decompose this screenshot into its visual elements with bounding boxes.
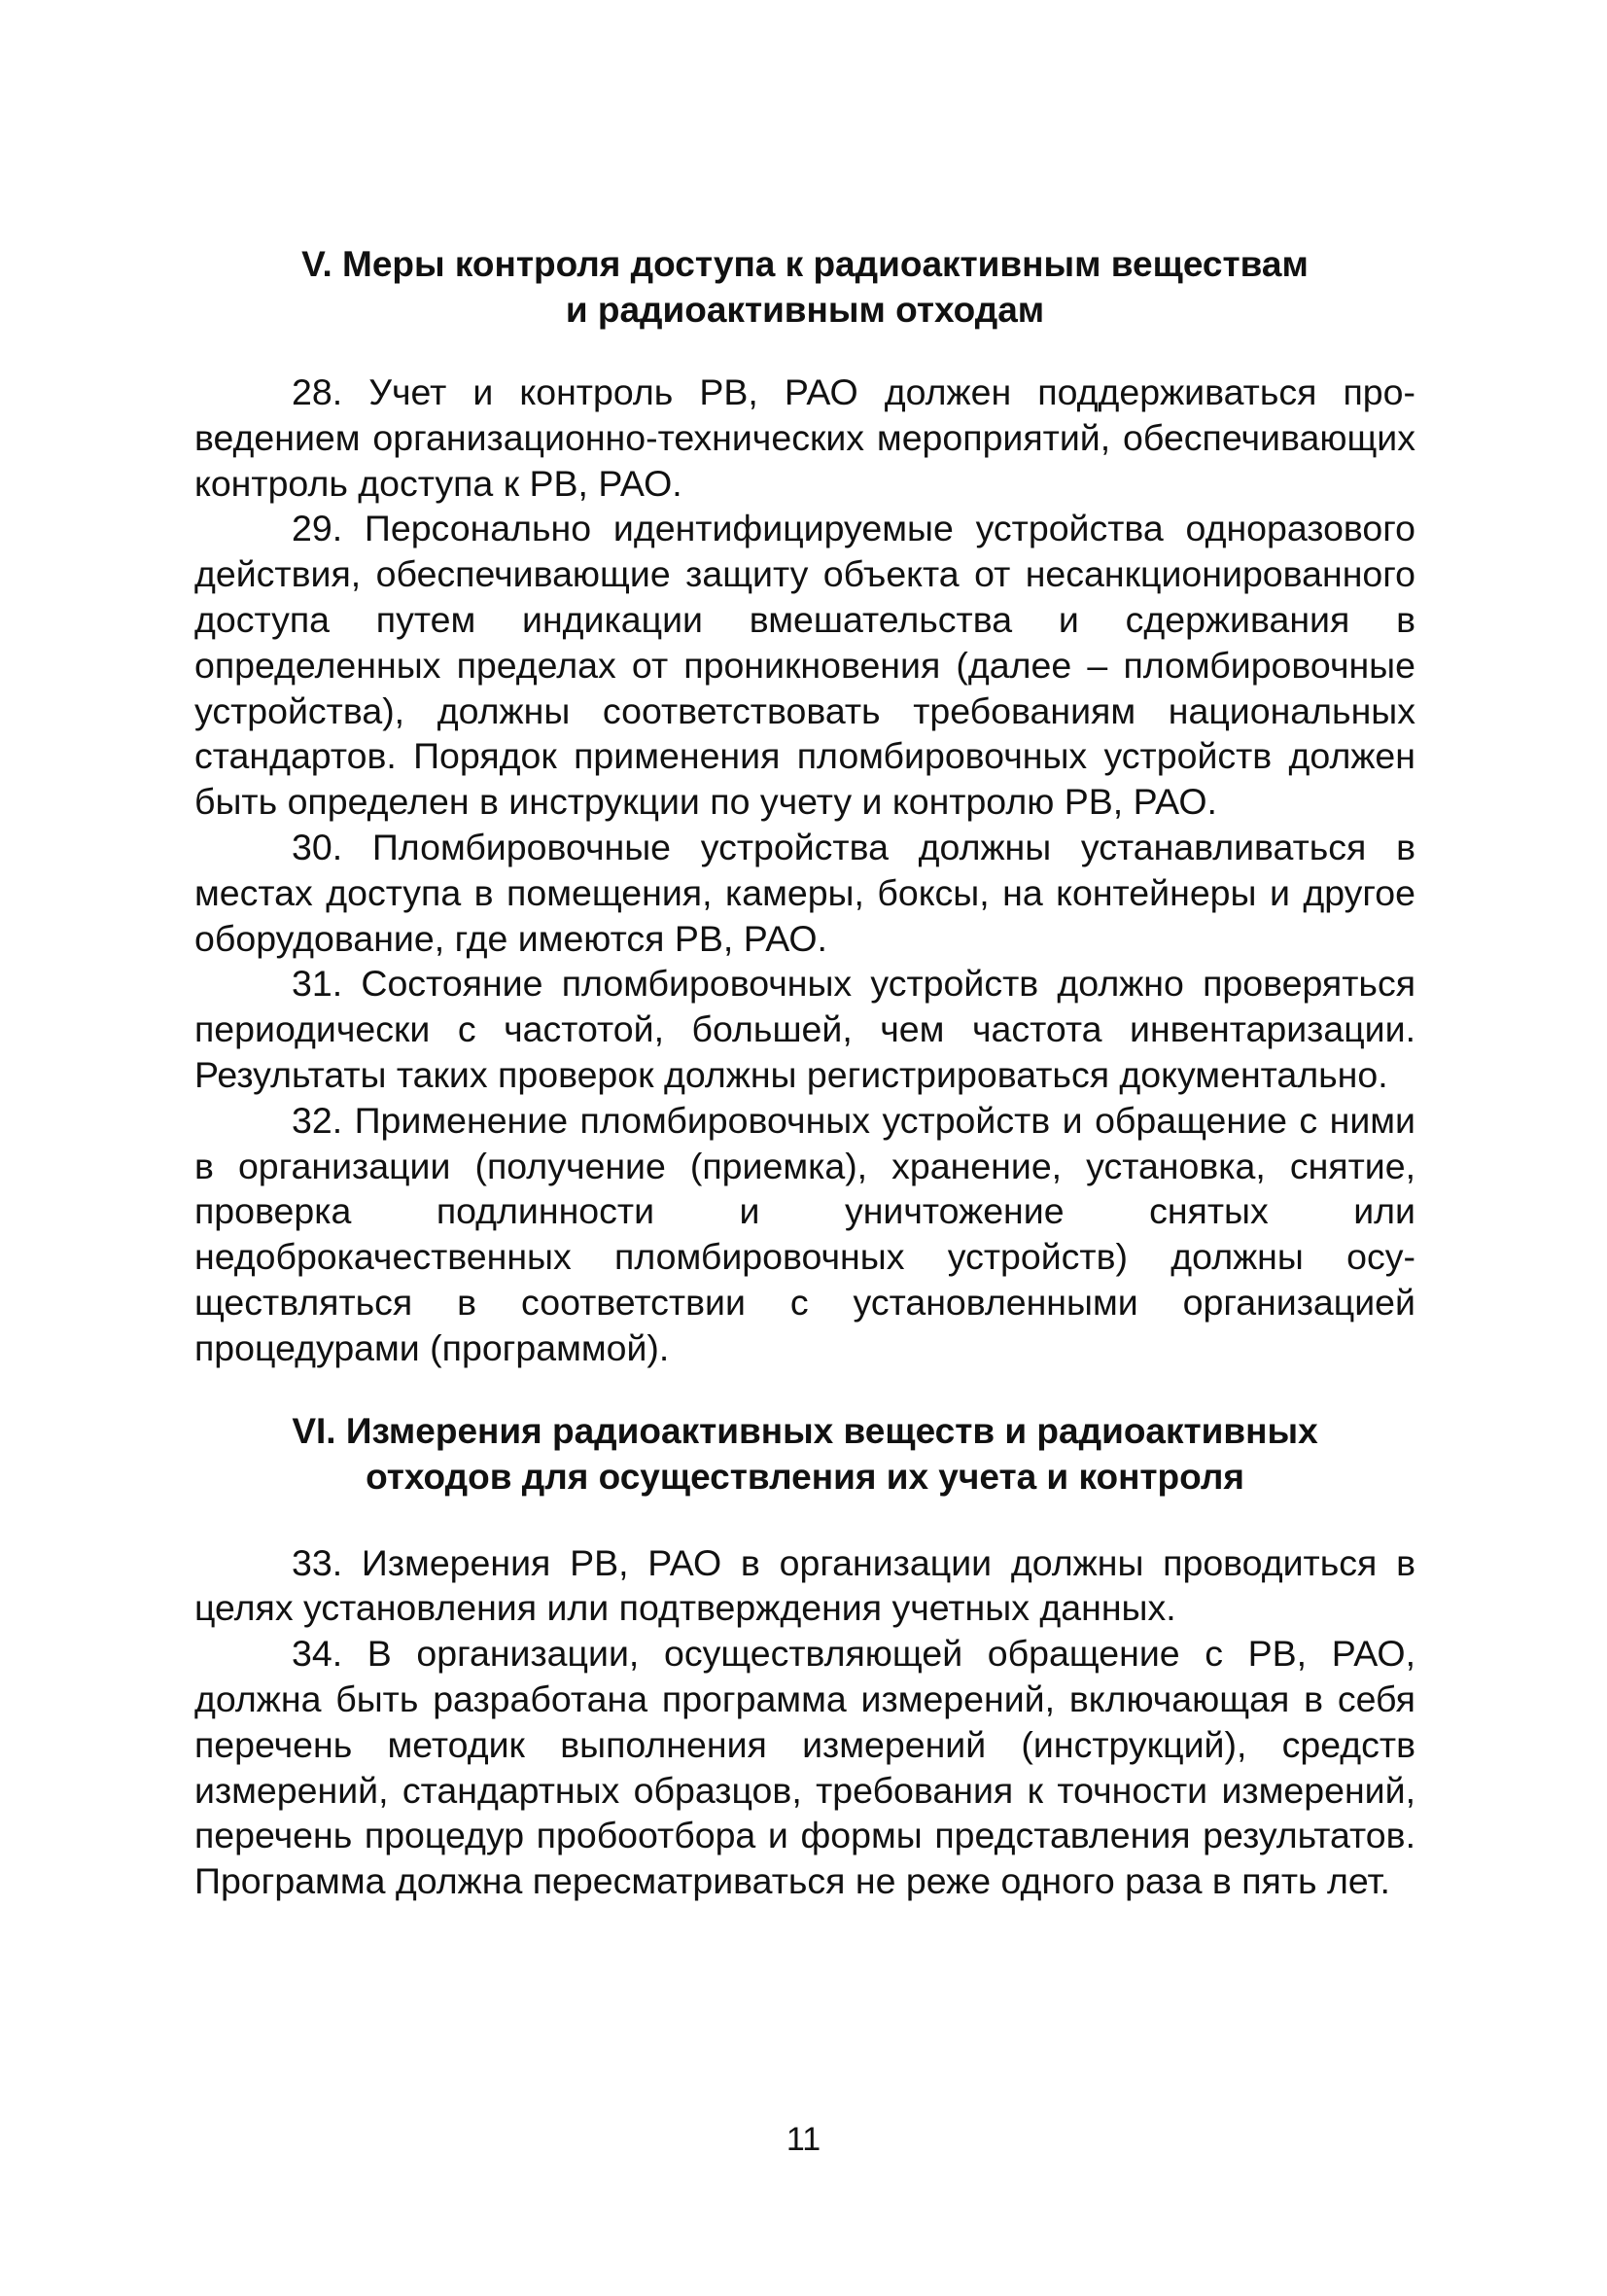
paragraph-30: 30. Пломбировочные устройства должны устанавливаться в местах доступа в помещения, камеры, боксы, на контейнеры и другое оборудование, где имеются РВ, РАО.	[194, 826, 1415, 959]
paragraph-34: 34. В организации, осуществляющей обращение с РВ, РАО, должна быть разработана программа измерений, включающая в себя перечень методик выполнения измерений (инструкций), средств измерений, стандартных образцов, требования к точности измерений, перечень процедур пробоотбора и формы представления результатов. Программа должна пересматриваться не реже одного раза в пять лет.	[194, 1633, 1415, 1902]
section-6-heading	[194, 1408, 1415, 1500]
paragraph-29: 29. Персонально идентифицируемые устройства одноразового действия, обеспечивающие защиту объекта от несанкционированного доступа путем индикации вмешательства и сдерживания в определенных пределах от проникновения (далее – пломбировочные устройства), должны соответствовать требованиям национальных стандартов. Порядок применения пломбировочных устройств должен быть определен в инструкции по учету и контролю РВ, РАО.	[194, 508, 1415, 823]
page-number: 11	[786, 2121, 821, 2158]
paragraph-33: 33. Измерения РВ, РАО в организации должны проводиться в целях установления или подтверждения учетных данных.	[194, 1541, 1415, 1629]
document-page	[194, 241, 1415, 1904]
section-6-heading-line-2: отходов для осуществления их учета и контроля	[366, 1456, 1244, 1497]
section-5-heading-line-1: V. Меры контроля доступа к радиоактивным веществам	[301, 244, 1309, 284]
paragraph-28: 28. Учет и контроль РВ, РАО должен поддерживаться проведением организационно-технических мероприятий, обеспечивающих контроль доступа к РВ, РАО.	[194, 371, 1415, 504]
section-5-heading-line-2: и радиоактивным отходам	[565, 290, 1045, 330]
paragraph-31: 31. Состояние пломбировочных устройств должно проверяться периодически с частотой, большей, чем частота инвентаризации. Результаты таких проверок должны регистрироваться документально.	[194, 963, 1415, 1095]
section-6-heading-line-1: VI. Измерения радиоактивных веществ и радиоактивных	[292, 1410, 1318, 1451]
section-5-heading	[194, 241, 1415, 333]
paragraph-32: 32. Применение пломбировочных устройств и обращение с ними в организации (получение (приемка), хранение, установка, снятие, проверка подлинности и уничтожение снятых или недоброкачественных пломбировочных устройств) должны осуществляться в соответствии с установленными организацией процедурами (программой).	[194, 1099, 1415, 1368]
